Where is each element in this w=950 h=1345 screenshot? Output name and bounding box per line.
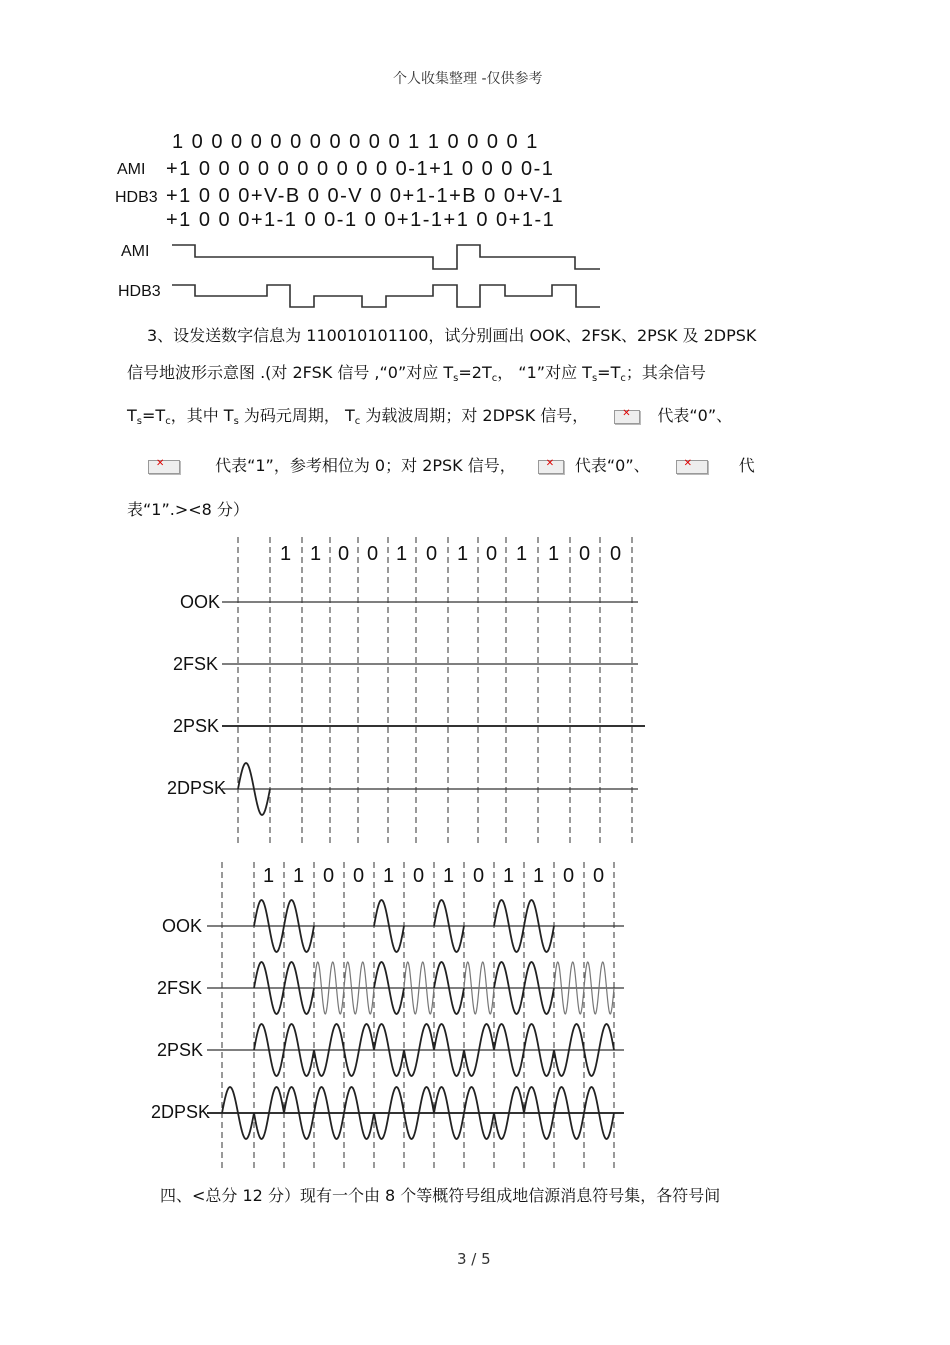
source-code: 1 0 0 0 0 0 0 0 0 0 0 0 1 1 0 0 0 0 1: [172, 131, 539, 153]
bottom-bit-label: 0: [473, 865, 485, 887]
broken-image-icon: [538, 460, 564, 474]
bottom-diagram: [207, 862, 624, 1168]
top-bit-label: 0: [610, 543, 622, 565]
bottom-bit-label: 0: [563, 865, 575, 887]
bottom-bit-label: 1: [503, 865, 515, 887]
top-bit-label: 0: [338, 543, 350, 565]
bottom-2dpsk-label: 2DPSK: [151, 1102, 211, 1122]
hdb3-code: +1 0 0 0+V-B 0 0-V 0 0+1-1+B 0 0+V-1: [166, 185, 565, 207]
question-line-1: 3、设发送数字信息为 110010101100，试分别画出 OOK、2FSK、2PSK 及 2DPSK: [147, 326, 757, 345]
bottom-bit-label: 0: [413, 865, 425, 887]
question-line-3: $T_s=T_c$，其中 $T_s$ 为码元周期， $T_c$ 为载波周期；对 2DPSK 信号，✕ 代表“0”、: [127, 408, 732, 427]
top-bit-label: 1: [280, 543, 292, 565]
top-bit-label: 1: [310, 543, 322, 565]
page-header: 个人收集整理 -仅供参考: [393, 71, 543, 87]
ami-code: +1 0 0 0 0 0 0 0 0 0 0 0-1+1 0 0 0 0-1: [166, 158, 555, 180]
hdb3-code-label: HDB3: [115, 189, 158, 206]
top-bit-label: 0: [486, 543, 498, 565]
top-2fsk-label: 2FSK: [173, 654, 219, 674]
hdb3-wave-label: HDB3: [118, 283, 161, 300]
question-line-4: ✕ 代表“1”，参考相位为 0；对 2PSK 信号，✕ 代表“0”、✕ 代: [148, 458, 755, 474]
bottom-bit-label: 1: [293, 865, 305, 887]
bottom-2fsk-label: 2FSK: [157, 978, 203, 998]
bottom-ook-label: OOK: [162, 916, 203, 936]
top-bit-label: 0: [426, 543, 438, 565]
broken-image-icon: [676, 460, 708, 474]
bottom-bit-label: 1: [383, 865, 395, 887]
bottom-bit-label: 1: [443, 865, 455, 887]
bottom-bit-label: 0: [593, 865, 605, 887]
top-bit-label: 1: [516, 543, 528, 565]
question-line-5: 表“1”.><8 分）: [127, 500, 249, 519]
top-bit-label: 1: [457, 543, 469, 565]
ami-code-label: AMI: [117, 161, 146, 178]
top-bit-label: 0: [579, 543, 591, 565]
hdb3-waveform: [172, 285, 600, 307]
question-line-2: 信号地波形示意图 .(对 2FSK 信号 ,“0”对应 $T_s=2T_c$， “1”对应 $T_s=T_c$；其余信号: [127, 363, 706, 384]
top-2dpsk-label: 2DPSK: [167, 778, 227, 798]
section-4-text: 四、<总分 12 分）现有一个由 8 个等概符号组成地信源消息符号集，各符号间: [160, 1186, 721, 1205]
ami-wave-label: AMI: [121, 243, 150, 260]
bottom-2psk-label: 2PSK: [157, 1040, 204, 1060]
top-bit-label: 1: [396, 543, 408, 565]
broken-image-icon: [148, 460, 180, 474]
bottom-bit-label: 0: [353, 865, 365, 887]
top-bit-label: 1: [548, 543, 560, 565]
page-footer: 3 / 5: [457, 1250, 491, 1268]
hdb3-final-code: +1 0 0 0+1-1 0 0-1 0 0+1-1+1 0 0+1-1: [166, 209, 556, 231]
top-diagram: [222, 537, 645, 843]
bottom-bit-label: 1: [533, 865, 545, 887]
top-2psk-label: 2PSK: [173, 716, 220, 736]
ami-waveform: [172, 245, 600, 269]
top-ook-label: OOK: [180, 592, 221, 612]
bottom-bit-label: 1: [263, 865, 275, 887]
broken-image-icon: [614, 410, 640, 424]
top-bit-label: 0: [367, 543, 379, 565]
bottom-bit-label: 0: [323, 865, 335, 887]
